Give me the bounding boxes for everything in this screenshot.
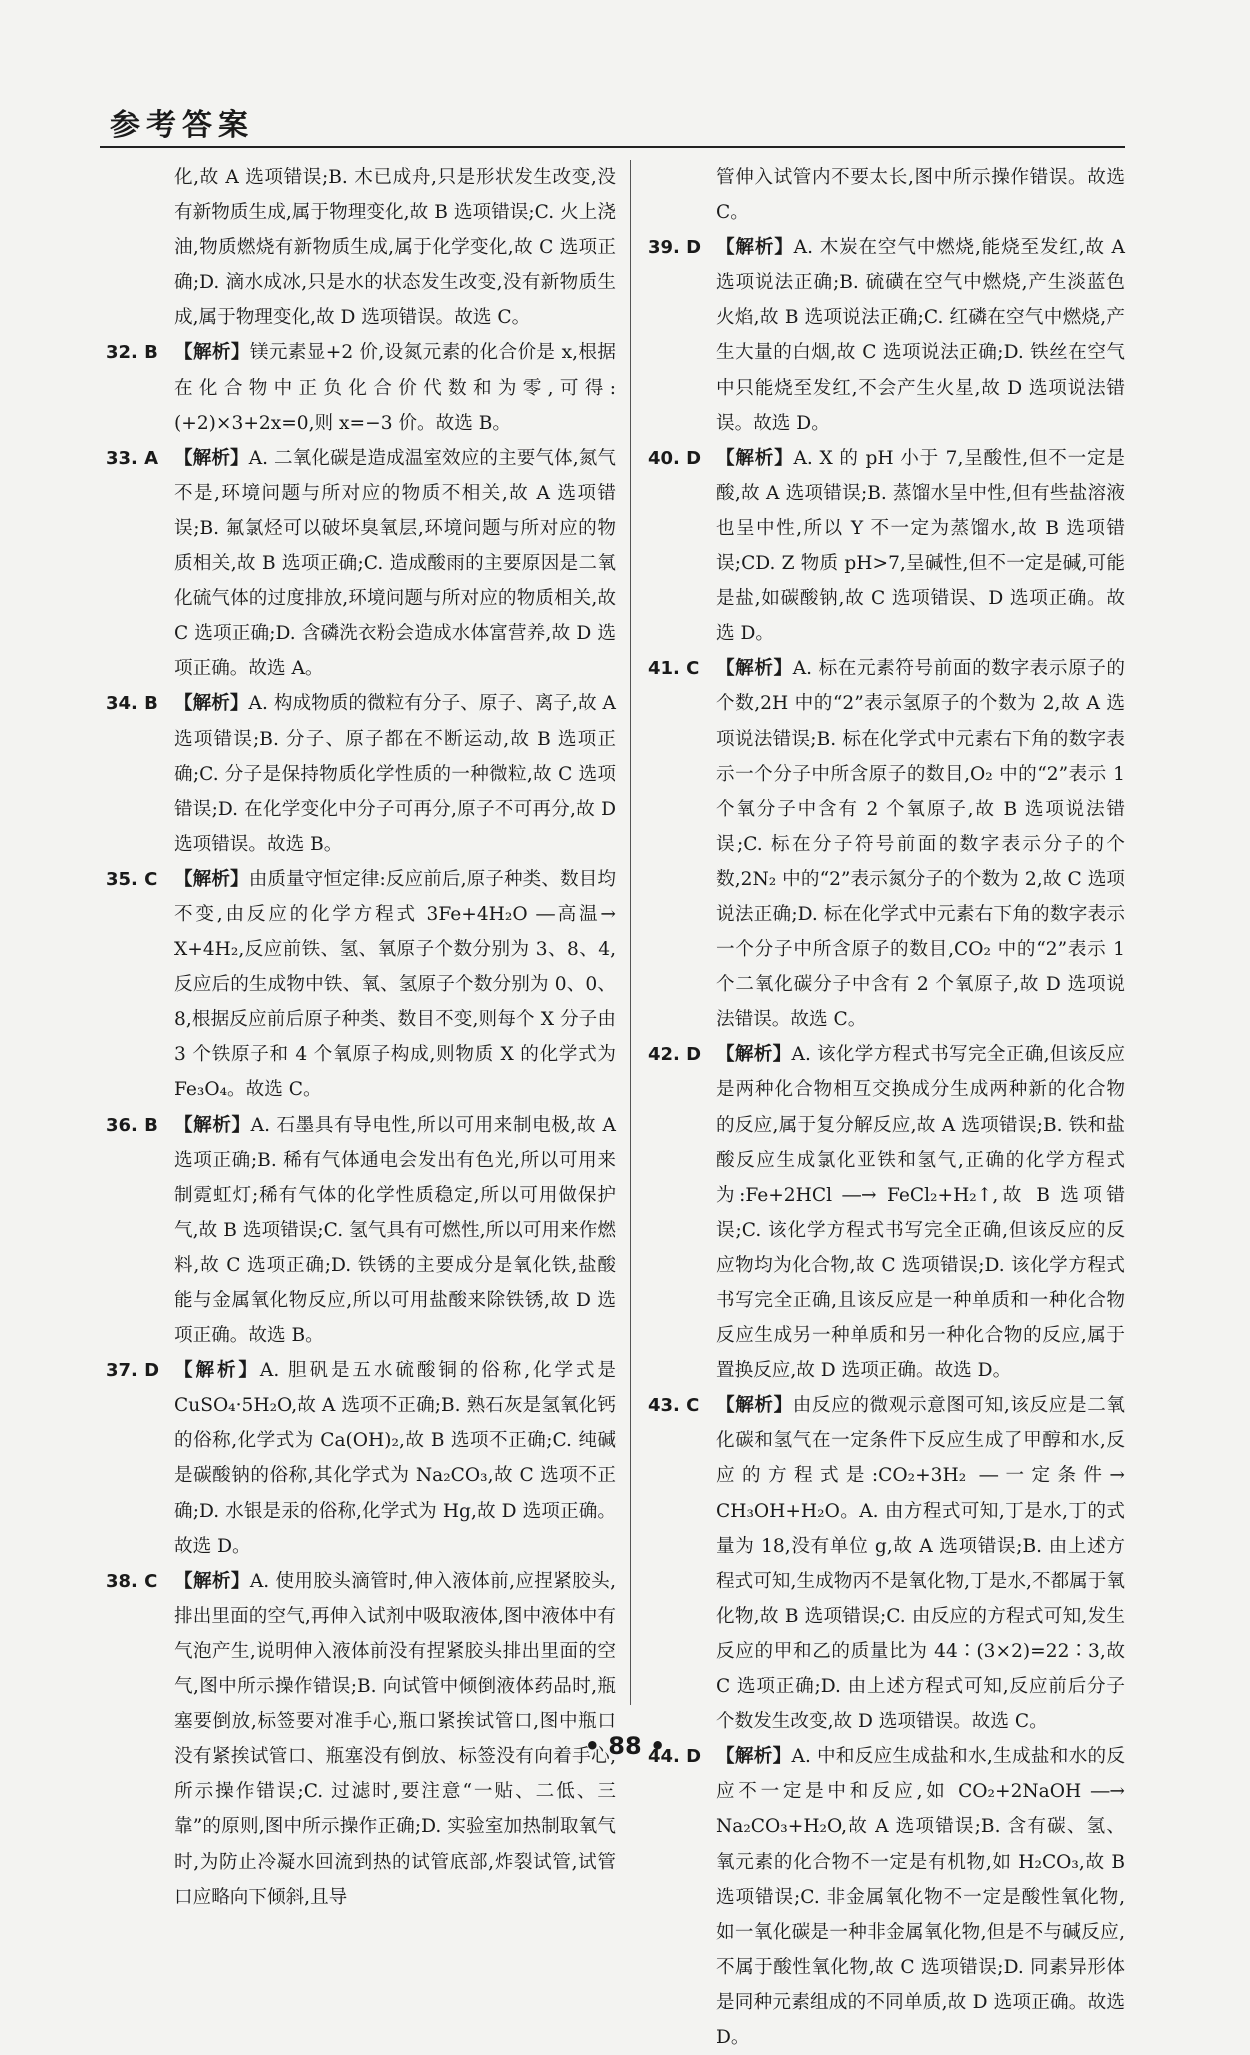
answer-item: [648, 230, 1125, 441]
analysis-text: A. 中和反应生成盐和水,生成盐和水的反应不一定是中和反应,如 CO₂+2NaOH ―→ Na₂CO₃+H₂O,故 A 选项错误;B. 含有碳、氢、氧元素的化合物不一定是有机物,如 H₂CO₃,故 B 选项错误;C. 非金属氧化物不一定是酸性氧化物,如一氧化碳是一种非金属氧化物,但是不与碱反应,不属于酸性氧化物,故 C 选项错误;D. 同素异形体是同种元素组成的不同单质,故 D 选项正确。故选 D。: [716, 1746, 1125, 2048]
analysis-tag: 【解析】: [174, 1114, 251, 1136]
answer-item: [648, 441, 1125, 652]
analysis-text: A. 石墨具有导电性,所以可用来制电极,故 A 选项正确;B. 稀有气体通电会发出有色光,所以可用来制霓虹灯;稀有气体的化学性质稳定,所以可用做保护气,故 B 选项错误;C. 氢气具有可燃性,所以可用来作燃料,故 C 选项正确;D. 铁锈的主要成分是氧化铁,盐酸能与金属氧化物反应,所以可用盐酸来除铁锈,故 D 选项正确。故选 B。: [174, 1114, 616, 1347]
analysis-text: A. 二氧化碳是造成温室效应的主要气体,氮气不是,环境问题与所对应的物质不相关,故 A 选项错误;B. 氟氯烃可以破坏臭氧层,环境问题与所对应的物质相关,故 B 选项正确;C. 造成酸雨的主要原因是二氧化硫气体的过度排放,环境问题与所对应的物质相关,故 C 选项正确;D. 含磷洗衣粉会造成水体富营养,故 D 选项正确。故选 A。: [174, 447, 616, 680]
answer-item: [106, 1108, 616, 1354]
analysis-tag: 【解析】: [716, 237, 794, 259]
answer-item: [106, 441, 616, 687]
answer-number: 38. C: [106, 1570, 158, 1592]
continuation-text: 管伸入试管内不要太长,图中所示操作错误。故选 C。: [716, 167, 1125, 224]
answer-number: 43. C: [648, 1395, 700, 1417]
answer-number: 41. C: [648, 658, 700, 680]
page-number: • 88 •: [584, 1732, 666, 1760]
answer-explanation: [174, 1108, 616, 1354]
answer-explanation: [716, 1388, 1125, 1739]
answer-explanation: [716, 651, 1125, 1037]
analysis-tag: 【解析】: [174, 342, 250, 364]
answer-item: [106, 335, 616, 440]
analysis-text: 由质量守恒定律:反应前后,原子种类、数目均不变,由反应的化学方程式 3Fe+4H₂O ―高温→ X+4H₂,反应前铁、氢、氧原子个数分别为 3、8、4,反应后的生成物中铁、氧、氢原子个数分别为 0、0、8,根据反应前后原子种类、数目不变,则每个 X 分子由 3 个铁原子和 4 个氧原子构成,则物质 X 的化学式为 Fe₃O₄。故选 C。: [174, 868, 616, 1101]
left-column: [106, 160, 616, 1915]
analysis-text: A. 胆矾是五水硫酸铜的俗称,化学式是 CuSO₄·5H₂O,故 A 选项不正确;B. 熟石灰是氢氧化钙的俗称,化学式为 Ca(OH)₂,故 B 选项不正确;C. 纯碱是碳酸钠的俗称,其化学式为 Na₂CO₃,故 C 选项不正确;D. 水银是汞的俗称,化学式为 Hg,故 D 选项正确。故选 D。: [174, 1360, 616, 1557]
continuation-text: 化,故 A 选项错误;B. 木已成舟,只是形状发生改变,没有新物质生成,属于物理变化,故 B 选项错误;C. 火上浇油,物质燃烧有新物质生成,属于化学变化,故 C 选项正确;D. 滴水成冰,只是水的状态发生改变,没有新物质生成,属于物理变化,故 D 选项错误。故选 C。: [174, 167, 616, 329]
answer-item: [648, 1388, 1125, 1739]
column-divider: [630, 160, 631, 1705]
analysis-text: A. 构成物质的微粒有分子、原子、离子,故 A 选项错误;B. 分子、原子都在不断运动,故 B 选项正确;C. 分子是保持物质化学性质的一种微粒,故 C 选项错误;D. 在化学变化中分子可再分,原子不可再分,故 D 选项错误。故选 B。: [174, 693, 616, 855]
answer-number: 32. B: [106, 342, 158, 364]
analysis-text: A. 木炭在空气中燃烧,能烧至发红,故 A 选项说法正确;B. 硫磺在空气中燃烧,产生淡蓝色火焰,故 B 选项说法正确;C. 红磷在空气中燃烧,产生大量的白烟,故 C 选项说法正确;D. 铁丝在空气中只能烧至发红,不会产生火星,故 D 选项说法错误。故选 D。: [716, 237, 1125, 434]
answer-explanation: [716, 441, 1125, 652]
answer-number: 40. D: [648, 447, 702, 469]
analysis-text: 镁元素显+2 价,设氮元素的化合价是 x,根据在化合物中正负化合价代数和为零,可得:(+2)×3+2x=0,则 x=−3 价。故选 B。: [174, 342, 616, 434]
answer-item: [106, 686, 616, 861]
answer-explanation: [716, 1037, 1125, 1388]
answer-number: 44. D: [648, 1746, 702, 1768]
analysis-tag: 【解析】: [174, 1570, 250, 1592]
answer-number: 36. B: [106, 1114, 158, 1136]
analysis-tag: 【解析】: [174, 693, 249, 715]
header-rule: [100, 146, 1125, 148]
answer-explanation: [716, 1739, 1125, 2055]
analysis-tag: 【解析】: [174, 868, 249, 890]
analysis-tag: 【解析】: [716, 1395, 793, 1417]
answer-number: 42. D: [648, 1044, 702, 1066]
answer-item: [648, 1037, 1125, 1388]
page-header-title: 参考答案: [110, 108, 254, 143]
analysis-text: A. X 的 pH 小于 7,呈酸性,但不一定是酸,故 A 选项错误;B. 蒸馏水呈中性,但有些盐溶液也呈中性,所以 Y 不一定为蒸馏水,故 B 选项错误;CD. Z 物质 pH>7,呈碱性,但不一定是碱,可能是盐,如碳酸钠,故 C 选项错误、D 选项正确。故选 D。: [716, 447, 1125, 645]
analysis-tag: 【解析】: [716, 447, 794, 469]
answer-item: [106, 1353, 616, 1564]
answer-explanation: [174, 686, 616, 861]
answer-number: 37. D: [106, 1360, 160, 1382]
analysis-tag: 【解析】: [716, 658, 793, 680]
right-column: [648, 160, 1125, 2055]
answer-number: 34. B: [106, 693, 158, 715]
answer-item: [648, 1739, 1125, 2055]
answer-explanation: [174, 862, 616, 1108]
answer-item: [648, 651, 1125, 1037]
analysis-tag: 【解析】: [716, 1044, 792, 1066]
analysis-text: 由反应的微观示意图可知,该反应是二氧化碳和氢气在一定条件下反应生成了甲醇和水,反应的方程式是:CO₂+3H₂ ―一定条件→ CH₃OH+H₂O。A. 由方程式可知,丁是水,丁的式量为 18,没有单位 g,故 A 选项错误;B. 由上述方程式可知,生成物丙不是氧化物,丁是水,不都属于氧化物,故 B 选项错误;C. 由反应的方程式可知,发生反应的甲和乙的质量比为 44∶(3×2)=22∶3,故 C 选项正确;D. 由上述方程式可知,反应前后分子个数发生改变,故 D 选项错误。故选 C。: [716, 1395, 1125, 1733]
analysis-text: A. 标在元素符号前面的数字表示原子的个数,2H 中的“2”表示氢原子的个数为 2,故 A 选项说法错误;B. 标在化学式中元素右下角的数字表示一个分子中所含原子的数目,O₂ 中的“2”表示 1 个氧分子中含有 2 个氧原子,故 B 选项说法错误;C. 标在分子符号前面的数字表示分子的个数,2N₂ 中的“2”表示氮分子的个数为 2,故 C 选项说法正确;D. 标在化学式中元素右下角的数字表示一个分子中所含原子的数目,CO₂ 中的“2”表示 1 个二氧化碳分子中含有 2 个氧原子,故 D 选项说法错误。故选 C。: [716, 658, 1125, 1031]
analysis-text: A. 该化学方程式书写完全正确,但该反应是两种化合物相互交换成分生成两种新的化合物的反应,属于复分解反应,故 A 选项错误;B. 铁和盐酸反应生成氯化亚铁和氢气,正确的化学方程式为:Fe+2HCl ―→ FeCl₂+H₂↑,故 B 选项错误;C. 该化学方程式书写完全正确,但该反应的反应物均为化合物,故 C 选项错误;D. 该化学方程式书写完全正确,且该反应是一种单质和一种化合物反应生成另一种单质和另一种化合物的反应,属于置换反应,故 D 选项正确。故选 D。: [716, 1044, 1125, 1382]
analysis-text: A. 使用胶头滴管时,伸入液体前,应捏紧胶头,排出里面的空气,再伸入试剂中吸取液体,图中液体中有气泡产生,说明伸入液体前没有捏紧胶头排出里面的空气,图中所示操作错误;B. 向试管中倾倒液体药品时,瓶塞要倒放,标签要对准手心,瓶口紧挨试管口,图中瓶口没有紧挨试管口、瓶塞没有倒放、标签没有向着手心,所示操作错误;C. 过滤时,要注意“一贴、二低、三靠”的原则,图中所示操作正确;D. 实验室加热制取氧气时,为防止冷凝水回流到热的试管底部,炸裂试管,试管口应略向下倾斜,且导: [174, 1570, 616, 1908]
analysis-tag: 【解析】: [716, 1746, 792, 1768]
analysis-tag: 【解析】: [174, 447, 249, 469]
answer-item: [106, 862, 616, 1108]
answer-explanation: [174, 441, 616, 687]
analysis-tag: 【解析】: [174, 1360, 260, 1382]
answer-number: 35. C: [106, 868, 158, 890]
answer-number: 39. D: [648, 237, 702, 259]
answer-explanation: [174, 1353, 616, 1564]
answer-number: 33. A: [106, 447, 159, 469]
answer-explanation: [174, 335, 616, 440]
answer-explanation: [716, 230, 1125, 441]
